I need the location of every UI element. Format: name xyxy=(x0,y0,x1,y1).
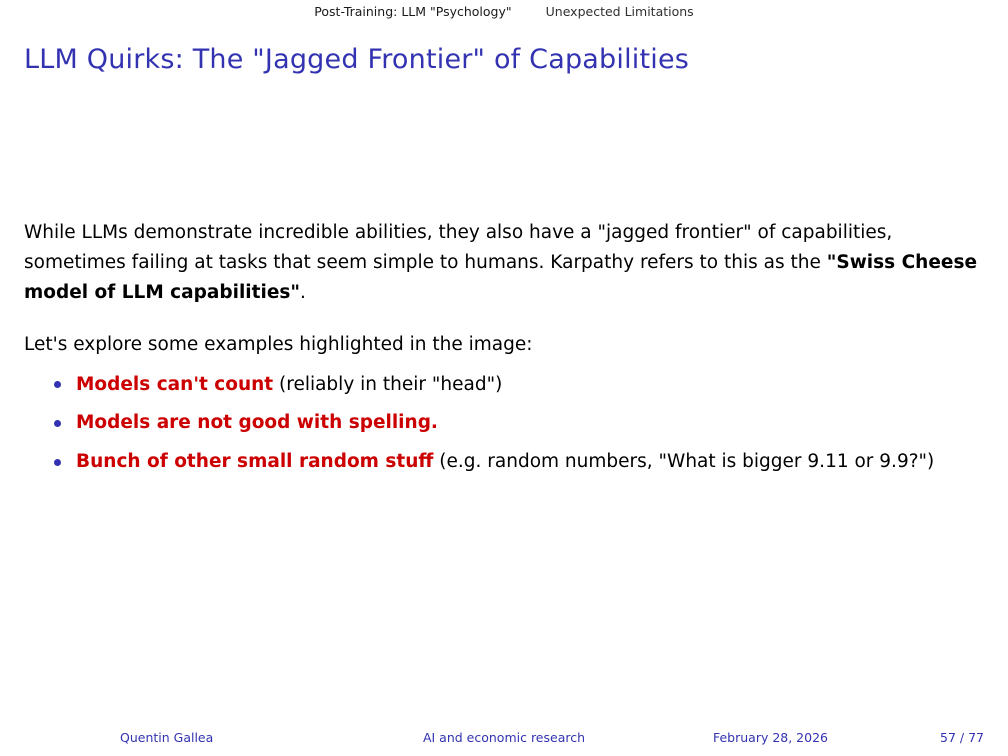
paragraph-jagged-frontier xyxy=(24,218,984,308)
slide-footer xyxy=(0,730,1008,748)
footer-date: February 28, 2026 xyxy=(712,730,828,745)
slide-header xyxy=(0,4,1008,19)
list-item-highlight: Bunch of other small random stuff xyxy=(76,451,434,473)
list-item-highlight: Models are not good with spelling. xyxy=(76,412,438,434)
slide-body xyxy=(24,218,984,486)
page-title: LLM Quirks: The "Jagged Frontier" of Capabilities xyxy=(24,44,690,75)
bullet-dot-icon xyxy=(54,381,61,388)
list-item-highlight: Models can't count xyxy=(76,373,274,395)
examples-list xyxy=(24,370,984,477)
paragraph1-text-part1: While LLMs demonstrate incredible abilities, they also have a "jagged frontier" of capabilities, sometimes failing at tasks that seem simple to humans. Karpathy refers to this as the xyxy=(24,222,893,273)
bullet-dot-icon xyxy=(54,420,61,427)
list-item-rest: (reliably in their "head") xyxy=(273,373,503,395)
list-item xyxy=(24,370,984,400)
list-item xyxy=(24,447,984,477)
paragraph1-text-part2: . xyxy=(300,281,306,303)
footer-page-number: 57 / 77 xyxy=(940,730,984,745)
footer-title: AI and economic research xyxy=(422,730,586,745)
list-item-rest: (e.g. random numbers, "What is bigger 9.11 or 9.9?") xyxy=(433,451,935,473)
swiss-cheese-emphasis: "Swiss Cheese model of LLM capabilities" xyxy=(24,251,978,303)
header-subsection: Unexpected Limitations xyxy=(545,4,694,19)
header-section: Post-Training: LLM "Psychology" xyxy=(314,4,512,19)
footer-author: Quentin Gallea xyxy=(120,730,214,745)
bullet-dot-icon xyxy=(54,459,61,466)
list-item xyxy=(24,408,984,438)
paragraph-examples-intro: Let's explore some examples highlighted in the image: xyxy=(24,333,533,355)
